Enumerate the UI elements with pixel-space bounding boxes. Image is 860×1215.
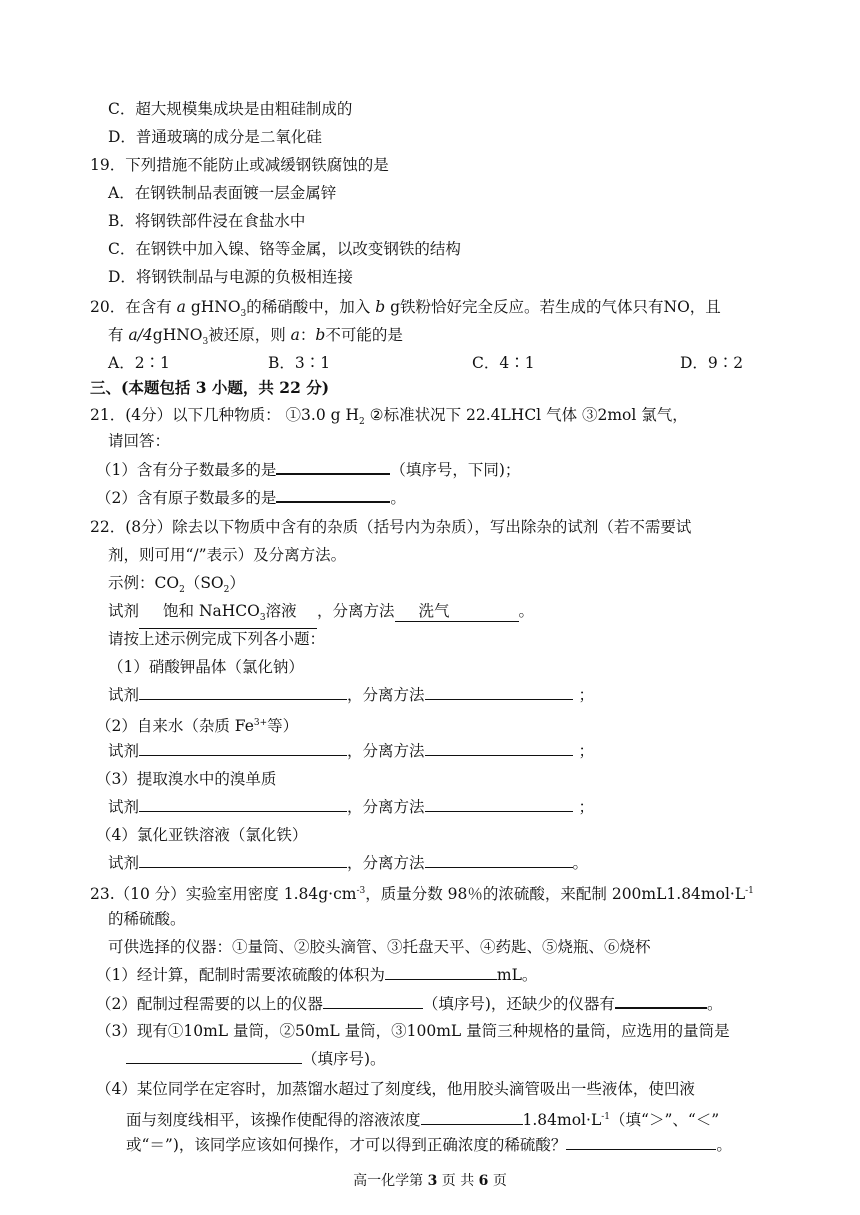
q23-sub3: （3）现有①10mL 量筒，②50mL 量筒，③100mL 量筒三种规格的量筒，应选用的量筒是 xyxy=(96,1022,730,1040)
q23-sub3-answer-blank[interactable] xyxy=(126,1048,302,1064)
q23-stem-line2: 的稀硫酸。 xyxy=(108,910,186,928)
q23-sub1-text: （1）经计算，配制时需要浓硫酸的体积为 xyxy=(96,966,385,984)
q20-stem-text-4: g铁粉恰好完全反应。若生成的气体只有NO，且 xyxy=(385,298,721,316)
q21-sub1-text: （1）含有分子数最多的是 xyxy=(96,461,277,479)
q20-option-c: C．4∶1 xyxy=(472,354,535,372)
footer-page-number: 3 xyxy=(427,1173,438,1189)
q20-line2-subscript: 3 xyxy=(202,337,209,348)
q22-part3-reagent-label: 试剂 xyxy=(108,798,140,816)
q22-stem-line2: 剂，则可用“/”表示）及分离方法。 xyxy=(108,546,347,564)
q21-sub1 xyxy=(96,458,520,481)
q20-line2-var-a: a xyxy=(290,326,300,344)
q23-sub4-line2 xyxy=(126,1106,719,1131)
q23-sub4-text-4: 或“＝”)，该同学应该如何操作，才可以得到正确浓度的稀硫酸？ xyxy=(126,1136,567,1154)
q23-sub3-line2 xyxy=(126,1048,386,1070)
q22-part2-text-1: （2）自来水（杂质 Fe xyxy=(96,717,254,736)
q18-option-c: C．超大规模集成块是由粗硅制成的 xyxy=(108,100,353,118)
q23-stem xyxy=(90,880,754,905)
q23-instruments: 可供选择的仪器：①量筒、②胶头滴管、③托盘天平、④药匙、⑤烧瓶、⑥烧杯 xyxy=(108,938,651,956)
q23-sub4-line3 xyxy=(126,1134,732,1156)
q21-subscript: 2 xyxy=(359,417,365,428)
q22-part1-method-label: ，分离方法 xyxy=(347,686,425,704)
q21-stem-line2: 请回答： xyxy=(108,432,171,450)
q21-sub2 xyxy=(96,486,406,509)
q22-part4-answer xyxy=(108,852,588,874)
q23-sub4-text-3: （填“＞”、“＜” xyxy=(610,1111,720,1130)
q22-part2-reagent-label: 试剂 xyxy=(108,742,140,760)
q20-stem-text-1: 20．在含有 xyxy=(90,298,177,316)
q22-part2-superscript: 3+ xyxy=(253,718,268,728)
q23-sub2 xyxy=(96,992,722,1015)
q22-example-text-3: ） xyxy=(229,574,245,592)
q19-option-d: D．将钢铁制品与电源的负极相连接 xyxy=(108,268,353,286)
q22-part2-title xyxy=(96,712,298,737)
q22-part4-reagent-label: 试剂 xyxy=(108,854,140,872)
q22-part1-title: （1）硝酸钾晶体（氯化钠） xyxy=(108,658,304,676)
q21-sub1-answer-blank[interactable] xyxy=(276,458,390,475)
q22-part1-method-blank[interactable] xyxy=(425,684,573,700)
q19-option-a: A．在钢铁制品表面镀一层金属锌 xyxy=(108,184,337,202)
q22-part2-semicolon: ； xyxy=(578,742,595,760)
q21-stem-text-1: 21．(4分）以下几种物质： ①3.0 g H xyxy=(90,406,360,424)
q20-stem-line2 xyxy=(108,324,403,353)
q20-line2-text-3: 被还原，则 xyxy=(208,326,291,344)
q23-sub4-period: 。 xyxy=(716,1136,732,1154)
q22-part4-method-blank[interactable] xyxy=(425,852,573,868)
q20-option-d: D．9∶2 xyxy=(680,354,744,372)
q23-sub4-text-1: 面与刻度线相平，该操作使配得的溶液浓度 xyxy=(126,1111,421,1130)
q22-part4-title: （4）氯化亚铁溶液（氯化铁） xyxy=(96,826,308,844)
q22-example-method: 洗气 xyxy=(395,601,519,622)
q23-superscript-1: -3 xyxy=(356,886,366,896)
q22-example-period: 。 xyxy=(518,602,535,620)
q22-example-reagent-label: 试剂 xyxy=(108,602,140,620)
q21-sub2-tail: 。 xyxy=(390,489,406,507)
q20-line2-text-2: gHNO xyxy=(152,326,203,344)
q23-sub4-operation-blank[interactable] xyxy=(566,1134,716,1150)
q22-stem: 22．(8分）除去以下物质中含有的杂质（括号内为杂质），写出除杂的试剂（若不需要试 xyxy=(90,518,692,536)
page-footer xyxy=(0,1170,860,1190)
q23-sub3-tail: （填序号)。 xyxy=(302,1050,386,1068)
q20-subscript: 3 xyxy=(240,309,247,320)
q23-superscript-2: -1 xyxy=(745,886,754,896)
q22-example-text-1: 示例：CO xyxy=(108,574,180,592)
q22-part3-reagent-blank[interactable] xyxy=(139,796,347,812)
q21-stem-text-2: ②标准状况下 22.4LHCl 气体 ③2mol 氯气， xyxy=(364,406,688,424)
q23-sub2-period: 。 xyxy=(706,995,723,1013)
q22-example: 示例：$CO_2(SO_2)$ xyxy=(108,574,245,596)
section-3-heading: 三、(本题包括 3 小题，共 22 分) xyxy=(90,378,330,397)
q23-sub4-compare-blank[interactable] xyxy=(421,1109,523,1125)
q21-sub2-text: （2）含有原子数最多的是 xyxy=(96,489,277,507)
footer-total-pages: 6 xyxy=(478,1173,489,1189)
q23-sub4: （4）某位同学在定容时，加蒸馏水超过了刻度线，他用胶头滴管吸出一些液体，使凹液 xyxy=(96,1080,695,1098)
q22-part2-text-2: 等） xyxy=(267,717,299,736)
q22-example-reagent: 饱和 NaHCO$_3$溶液 xyxy=(139,601,317,629)
q23-stem-text-2: ，质量分数 98％的浓硫酸，来配制 200mL1.84mol·L xyxy=(365,885,746,904)
q20-stem-text-3: 的稀硝酸中，加入 xyxy=(246,298,376,316)
q20-option-a: A．2∶1 xyxy=(108,354,170,372)
q22-part4-period: 。 xyxy=(572,854,589,872)
q22-part3-semicolon: ； xyxy=(578,798,595,816)
q22-part3-title: （3）提取溴水中的溴单质 xyxy=(96,770,277,788)
q22-part3-method-label: ，分离方法 xyxy=(347,798,425,816)
q23-sub2-text-1: （2）配制过程需要的以上的仪器 xyxy=(96,995,323,1013)
q21-stem xyxy=(90,404,688,433)
q23-sub4-text-2: 1.84mol·L xyxy=(522,1111,602,1130)
q23-sub2-instruments-blank[interactable] xyxy=(323,993,423,1009)
q20-line2-text-1: 有 xyxy=(108,326,129,344)
q22-part2-method-blank[interactable] xyxy=(425,740,573,756)
footer-text-3: 页 xyxy=(488,1173,507,1189)
q22-example-method-label: ，分离方法 xyxy=(317,602,395,620)
q23-stem-text-1: 23.（10 分）实验室用密度 1.84g·cm xyxy=(90,885,357,904)
q20-fraction: a/4 xyxy=(128,326,153,344)
q22-part2-reagent-blank[interactable] xyxy=(139,740,347,756)
q23-sub1-answer-blank[interactable] xyxy=(385,964,497,980)
footer-text-2: 页 共 xyxy=(437,1173,479,1189)
q22-part4-reagent-blank[interactable] xyxy=(139,852,347,868)
footer-text-1: 高一化学第 xyxy=(353,1173,428,1189)
q20-var-a: a xyxy=(176,298,186,316)
q22-part3-answer xyxy=(108,796,594,818)
q22-part1-reagent-blank[interactable] xyxy=(139,684,347,700)
q20-line2-text-4: 不可能的是 xyxy=(325,326,403,344)
q19-option-c: C．在钢铁中加入镍、铬等金属，以改变钢铁的结构 xyxy=(108,240,461,258)
q19-stem: 19．下列措施不能防止或减缓钢铁腐蚀的是 xyxy=(90,156,389,174)
q22-part1-reagent-label: 试剂 xyxy=(108,686,140,704)
q22-example-answer xyxy=(108,600,534,629)
q18-option-d: D．普通玻璃的成分是二氧化硅 xyxy=(108,128,322,146)
q20-stem xyxy=(90,296,721,325)
q22-part2-method-label: ，分离方法 xyxy=(347,742,425,760)
q21-sub2-answer-blank[interactable] xyxy=(276,486,390,503)
q22-part1-answer xyxy=(108,684,594,706)
q20-option-b: B．3∶1 xyxy=(268,354,331,372)
q20-var-b: b xyxy=(375,298,386,316)
q20-line2-colon: ： xyxy=(299,326,316,344)
q20-line2-var-b: b xyxy=(315,326,326,344)
q19-option-b: B．将钢铁部件浸在食盐水中 xyxy=(108,212,306,230)
q22-instruction: 请按上述示例完成下列各小题： xyxy=(108,630,326,648)
q23-sub1 xyxy=(96,964,537,986)
q23-sub1-tail: mL。 xyxy=(496,966,538,984)
q21-sub1-tail: （填序号，下同)； xyxy=(390,461,521,479)
q20-stem-text-2: gHNO xyxy=(185,298,241,316)
q22-part4-method-label: ，分离方法 xyxy=(347,854,425,872)
q22-example-text-2: （SO xyxy=(184,574,224,592)
q22-part1-semicolon: ； xyxy=(578,686,595,704)
q22-part2-answer xyxy=(108,740,594,762)
q23-sub2-missing-blank[interactable] xyxy=(615,992,707,1009)
q23-sub4-superscript: -1 xyxy=(601,1112,611,1122)
q23-sub2-text-2: （填序号)，还缺少的仪器有 xyxy=(422,995,615,1013)
q22-part3-method-blank[interactable] xyxy=(425,796,573,812)
